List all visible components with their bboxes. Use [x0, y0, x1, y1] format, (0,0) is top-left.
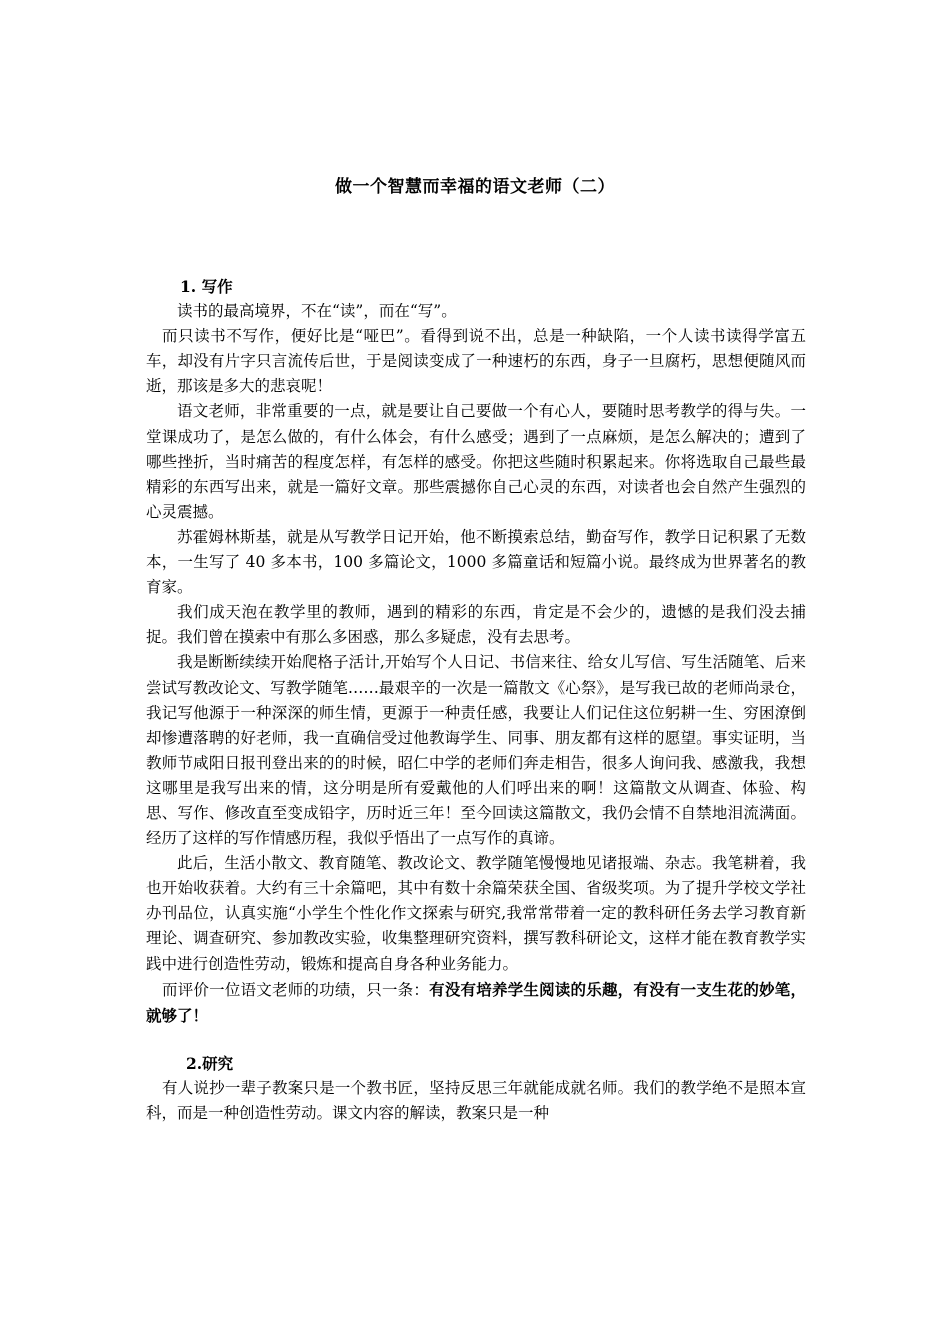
document-title: 做一个智慧而幸福的语文老师（二） — [335, 177, 615, 197]
paragraph: 读书的最高境界，不在“读”，而在“写”。 — [177, 302, 457, 321]
paragraph: 我是断断续续开始爬格子活计,开始写个人日记、书信来往、给女儿写信、写生活随笔、后来尝试写教改论文、写教学随笔……最艰辛的一次是一篇散文《心祭》，是写我已故的老师尚录仓，我记写他源于一种深深的师生情，更源于一种责任感，我要让人们记住这位躬耕一生、穷困潦倒却惨遭落聘的好老师，我一直确信受过他教诲学生、同事、朋友都有这样的愿望。事实证明，当教师节咸阳日报刊登出来的的时候，昭仁中学的老师们奔走相告，很多人询问我、感激我，我想这哪里是我写出来的情，这分明是所有爱戴他的人们呼出来的啊！这篇散文从调查、体验、构思、写作、修改直至变成铅字，历时近三年！至今回读这篇散文，我仍会情不自禁地泪流满面。经历了这样的写作情感历程，我似乎悟出了一点写作的真谛。 — [146, 653, 806, 848]
paragraph: 语文老师，非常重要的一点，就是要让自己要做一个有心人，要随时思考教学的得与失。一堂课成功了，是怎么做的，有什么体会，有什么感受；遇到了一点麻烦，是怎么解决的；遭到了哪些挫折，当时痛苦的程度怎样，有怎样的感受。你把这些随时积累起来。你将选取自己最些最精彩的东西写出来，就是一篇好文章。那些震撼你自己心灵的东西，对读者也会自然产生强烈的心灵震撼。 — [146, 402, 806, 521]
paragraph: 而只读书不写作，便好比是“哑巴”。看得到说不出，总是一种缺陷，一个人读书读得学富五车，却没有片字只言流传后世，于是阅读变成了一种速朽的东西，身子一旦腐朽，思想便随风而逝，那该是多大的悲哀呢！ — [146, 327, 806, 396]
document-body — [146, 274, 806, 1126]
section-heading-research: 2.研究 — [186, 1053, 234, 1073]
section-heading-writing: 1. 写作 — [180, 277, 233, 296]
paragraph: 有人说抄一辈子教案只是一个教书匠，坚持反思三年就能成就名师。我们的教学绝不是照本宣科，而是一种创造性劳动。课文内容的解读，教案只是一种 — [146, 1078, 806, 1122]
closing-lead: 而评价一位语文老师的功绩，只一条： — [162, 980, 430, 999]
paragraph: 此后，生活小散文、教育随笔、教改论文、教学随笔慢慢地见诸报端、杂志。我笔耕着，我也开始收获着。大约有三十余篇吧，其中有数十余篇荣获全国、省级奖项。为了提升学校文学社办刊品位，认真实施“小学生个性化作文探索与研究,我常常带着一定的教科研任务去学习教育新理论、调查研究、参加教改实验，收集整理研究资料，撰写教科研论文，这样才能在教育教学实践中进行创造性劳动，锻炼和提高自身各种业务能力。 — [146, 854, 806, 973]
paragraph: 苏霍姆林斯基，就是从写教学日记开始，他不断摸索总结，勤奋写作，教学日记积累了无数本，一生写了 40 多本书，100 多篇论文，1000 多篇童话和短篇小说。最终成为世界著名的教育家。 — [146, 527, 806, 597]
paragraph: 我们成天泡在教学里的教师，遇到的精彩的东西，肯定是不会少的，遗憾的是我们没去捕捉。我们曾在摸索中有那么多困惑，那么多疑虑，没有去思考。 — [146, 603, 806, 647]
closing-paragraph — [146, 977, 806, 1029]
closing-emphasis: 有没有培养学生阅读的乐趣，有没有一支生花的妙笔，就够了！ — [146, 979, 806, 1025]
